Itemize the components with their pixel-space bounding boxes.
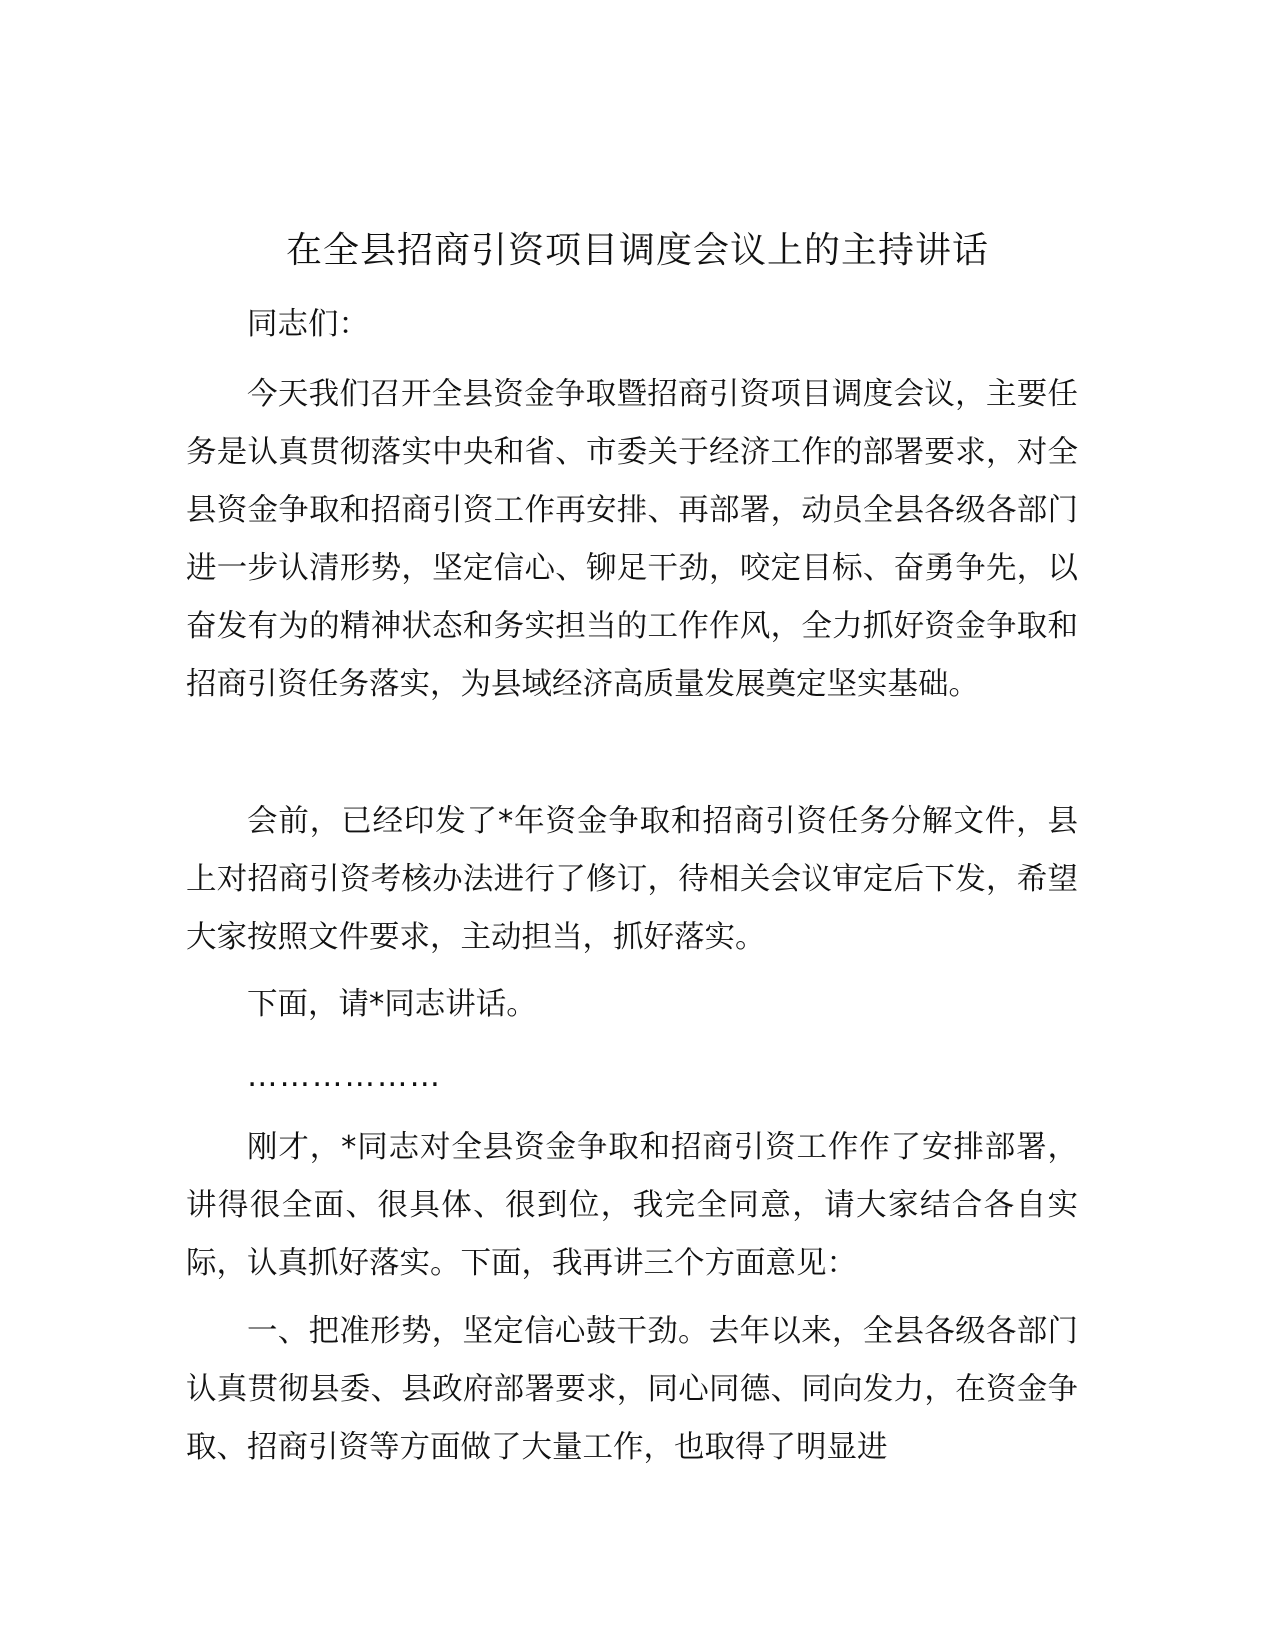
- section-one-paragraph: 一、把准形势，坚定信心鼓干劲。去年以来，全县各级各部门认真贯彻县委、县政府部署要求，同心同德、同向发力，在资金争取、招商引资等方面做了大量工作，也取得了明显进: [186, 1314, 1078, 1465]
- document-title: 在全县招商引资项目调度会议上的主持讲话: [285, 230, 989, 271]
- summary-paragraph: 刚才，*同志对全县资金争取和招商引资工作作了安排部署，讲得很全面、很具体、很到位，我完全同意，请大家结合各自实际，认真抓好落实。下面，我再讲三个方面意见：: [186, 1130, 1078, 1281]
- salutation-paragraph: 同志们：: [247, 307, 369, 342]
- omission-ellipsis: ………………: [247, 1059, 442, 1094]
- next-speaker-paragraph: 下面，请*同志讲话。: [247, 987, 537, 1022]
- intro-paragraph: 今天我们召开全县资金争取暨招商引资项目调度会议，主要任务是认真贯彻落实中央和省、市委关于经济工作的部署要求，对全县资金争取和招商引资工作再安排、再部署，动员全县各级各部门进一步认清形势，坚定信心、铆足干劲，咬定目标、奋勇争先，以奋发有为的精神状态和务实担当的工作作风，全力抓好资金争取和招商引资任务落实，为县域经济高质量发展奠定坚实基础。: [186, 377, 1078, 702]
- pre-meeting-paragraph: 会前，已经印发了*年资金争取和招商引资任务分解文件，县上对招商引资考核办法进行了修订，待相关会议审定后下发，希望大家按照文件要求，主动担当，抓好落实。: [186, 804, 1078, 955]
